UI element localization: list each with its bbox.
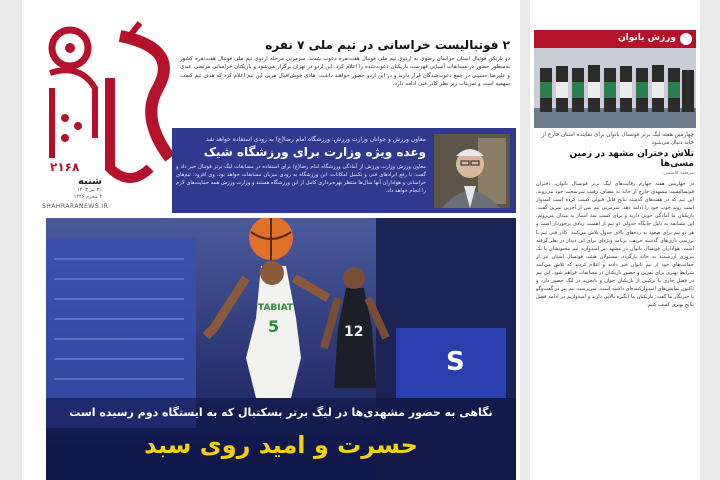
- stadium-story-body: معاون ورزش وزارت ورزش از آمادگی ورزشگاه امام رضا(ع) برای استفاده در مسابقات لیگ برتر فوتبال خبر داد و گفت: با رفع ایرادهای فنی و تکمیل امکانات، این ورزشگاه به زودی میزبان مسابقات خواهد بود. وی افزود: تیم‌های خراسانی و هواداران آنها سال‌ها منتظر بهره‌برداری کامل از این ورزشگاه هستند و وزارت ورزش همه حمایت‌های لازم را انجام خواهد داد.: [176, 164, 426, 195]
- official-portrait-photo: [434, 134, 510, 208]
- womens-story-body: در چهارمین هفته چهارم رقابت‌های لیگ برتر فوتسال بانوان، دختران فوتسالیست مشهدی خارج از خانه به مصاف رقیب سرسخت خود می‌روند. این تیم که در هفته‌های گذشته نتایج قابل قبولی کسب کرده است امیدوار است روند خوب خود را ادامه دهد. سرمربی تیم پس از آخرین تمرین گفت: بازیکنان ما آمادگی خوبی دارند و برای کسب سه امتیاز به میدان می‌رویم. این مسابقه به دلیل جایگاه جدولی دو تیم از اهمیت زیادی برخوردار است و هر دو تیم برای صعود به رده‌های بالای جدول تلاش می‌کنند. کادر فنی تیم با بررسی بازی‌های گذشته حریف، برنامه ویژه‌ای برای این دیدار در نظر گرفته است. هواداران فوتسال بانوان در مشهد نیز امیدوارند تیم محبوبشان با یک پیروزی ارزشمند به خانه بازگردد. مسئولان هیئت فوتسال استان نیز از حمایت‌های خود از تیم بانوان خبر دادند و اعلام کردند که تلاش می‌کنند شرایط بهتری برای تمرین و حضور بازیکنان در مسابقات فراهم شود. این تیم در فصل جاری با ترکیبی از بازیکنان جوان و باتجربه در لیگ حضور دارد و تاکنون نمایش‌های امیدوارکننده‌ای داشته است. سرپرست تیم نیز در گفت‌وگو با خبرنگار ما گفت: بازیکنان ما انگیزه بالایی دارند و امیدواریم در ادامه فصل نتایج بهتری کسب کنیم.: [536, 181, 694, 309]
- womens-story[interactable]: [536, 132, 694, 169]
- stadium-story-headline: وعده ویژه وزارت برای ورزشگاه شیک: [203, 145, 426, 159]
- womens-team-photo[interactable]: [534, 48, 696, 128]
- feature-subhead: نگاهی به حضور مشهدی‌ها در لیگ برتر بسکتبال که به ایستگاه دوم رسیده است: [69, 406, 493, 419]
- website-url[interactable]: SHAHRARANEWS.IR: [42, 203, 109, 210]
- date-line-1: ۲۰ تیر ۱۴۰۳: [77, 187, 102, 193]
- jersey-team-text: TABIAT: [258, 303, 294, 313]
- top-story-headline: ۲ فوتبالیست خراسانی در تیم ملی ۷ نفره: [265, 38, 510, 52]
- basketball-feature[interactable]: [46, 218, 516, 480]
- author-name: مرضیه قاسمی: [663, 170, 694, 176]
- issue-number: ۲۱۶۸: [50, 160, 80, 174]
- feature-headline: حسرت و امید روی سبد: [144, 431, 418, 459]
- issue-info: [50, 160, 102, 200]
- section-title: ورزش بانوان: [617, 33, 676, 43]
- top-story-body: دو بازیکن فوتبال استان خراسان رضوی به اردوی تیم ملی فوتبال هفت‌نفره دعوت شدند. سرمربی مرحله اردوی تیم ملی فوتبال هفت‌نفره کشور به‌منظور حضور در مسابقات آسیایی فهرست بازیکنان دعوت‌شده را اعلام کرد. این اردو در تهران برگزار می‌شود و بازیکنان خراسانی مرتضی عبدی و علیرضا حسینی در جمع دعوت‌شدگان قرار دارند و در این اردو حضور خواهند داشت. هادی خوش‌اقبال مربی این تیم اعلام کرد که هدف تیم کسب سهمیه است و تمرینات زیر نظر کادر فنی ادامه دارد.: [180, 56, 510, 88]
- svg-text:S: S: [446, 347, 465, 377]
- jersey-number-right: 12: [344, 324, 364, 340]
- inner-page-column: [530, 0, 700, 480]
- top-story[interactable]: [180, 38, 510, 89]
- section-logo-icon: [680, 33, 692, 45]
- weekday: شنبه: [77, 176, 102, 187]
- womens-story-kicker: چهارمین هفته لیگ برتر فوتسال بانوان برای نماینده استان خارج از خانه دنبال می‌شود: [541, 132, 694, 146]
- front-page: [22, 0, 520, 480]
- jersey-number-left: 5: [268, 317, 280, 336]
- stadium-story[interactable]: [172, 128, 516, 213]
- section-header: [534, 30, 696, 48]
- stadium-story-kicker: معاون ورزش و جوانان وزارت ورزش: ورزشگاه امام رضا(ع) به زودی استفاده خواهد شد: [205, 136, 426, 143]
- date-line-2: ۴ محرم ۱۴۴۶: [73, 193, 102, 200]
- womens-story-headline: تلاش دختران مشهد در زمین مسی‌ها: [569, 148, 694, 169]
